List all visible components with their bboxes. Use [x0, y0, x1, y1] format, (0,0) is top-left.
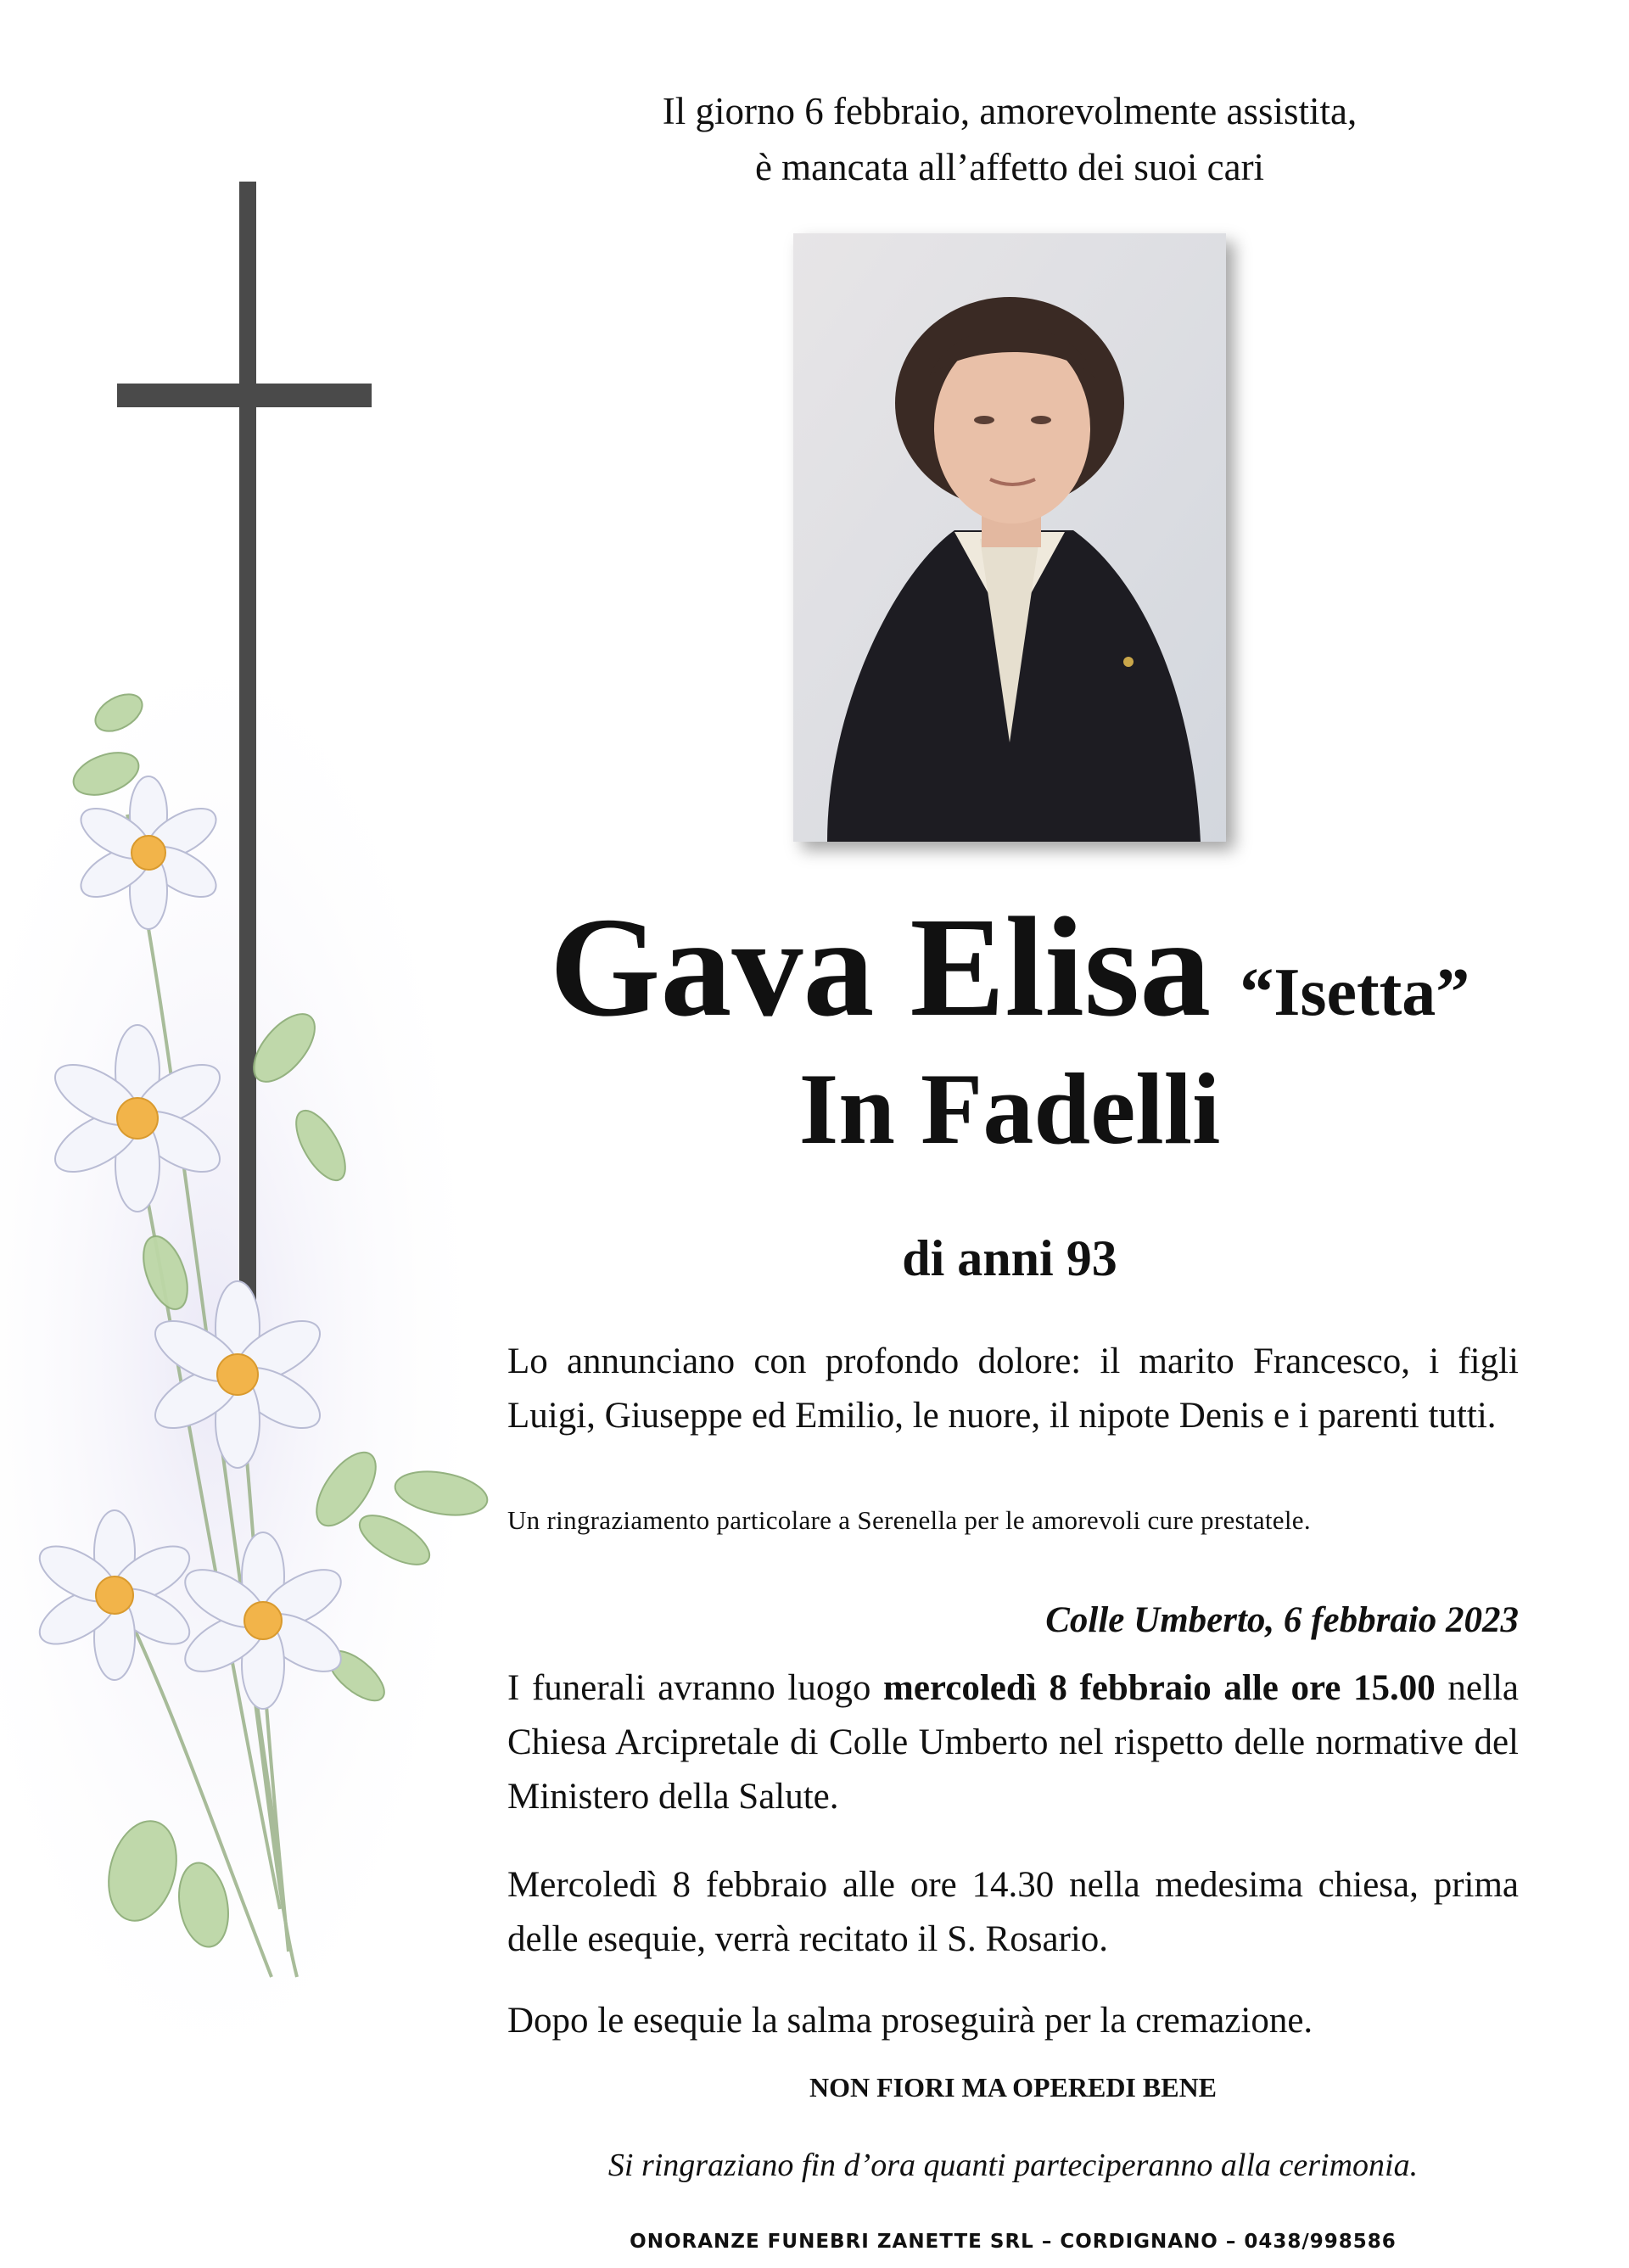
intro-line-1: Il giorno 6 febbraio, amorevolmente assistita, [662, 90, 1358, 132]
married-name: In Fadelli [798, 1052, 1221, 1165]
intro-line-2: è mancata all’affetto dei suoi cari [754, 146, 1265, 188]
portrait-photo [793, 233, 1226, 842]
portrait-photo-icon [793, 233, 1226, 842]
closing-thanks: Si ringraziano fin d’ora quanti parteciperanno alla cerimonia. [607, 2148, 1419, 2183]
funeral-suffix: nella Chiesa Arcipretale di Colle Umberto nel rispetto delle normative del Ministero della Salute. [507, 1668, 1519, 1817]
special-thanks-text: Un ringraziamento particolare a Serenella per le amorevoli cure prestatele. [507, 1505, 1311, 1535]
funeral-info [507, 1661, 1519, 1824]
funeral-date-time: mercoledì 8 febbraio alle ore 15.00 [883, 1668, 1436, 1708]
announcement-text: Lo annunciano con profondo dolore: il marito Francesco, i figli Luigi, Giuseppe ed Emilio, le nuore, il nipote Denis e i parenti tutti. [507, 1341, 1519, 1436]
cremation-info: Dopo le esequie la salma proseguirà per la cremazione. [507, 2001, 1313, 2041]
funeral-prefix: I funerali avranno luogo [507, 1668, 884, 1708]
place-date: Colle Umberto, 6 febbraio 2023 [1045, 1600, 1519, 1640]
deceased-name-line [475, 888, 1544, 1046]
intro-text [509, 83, 1510, 195]
deceased-name: Gava Elisa [549, 888, 1212, 1046]
no-flowers-notice: NON FIORI MA OPEREDI BENE [809, 2072, 1218, 2103]
rosary-info: Mercoledì 8 febbraio alle ore 14.30 nella medesima chiesa, prima delle esequie, verrà recitato il S. Rosario. [507, 1865, 1519, 1959]
deceased-nickname: “Isetta” [1240, 955, 1470, 1030]
cross-and-flowers-decoration [0, 0, 526, 2268]
age-text: di anni 93 [902, 1230, 1117, 1286]
funeral-home-footer: ONORANZE FUNEBRI ZANETTE SRL – CORDIGNANO – 0438/998586 [630, 2231, 1397, 2253]
